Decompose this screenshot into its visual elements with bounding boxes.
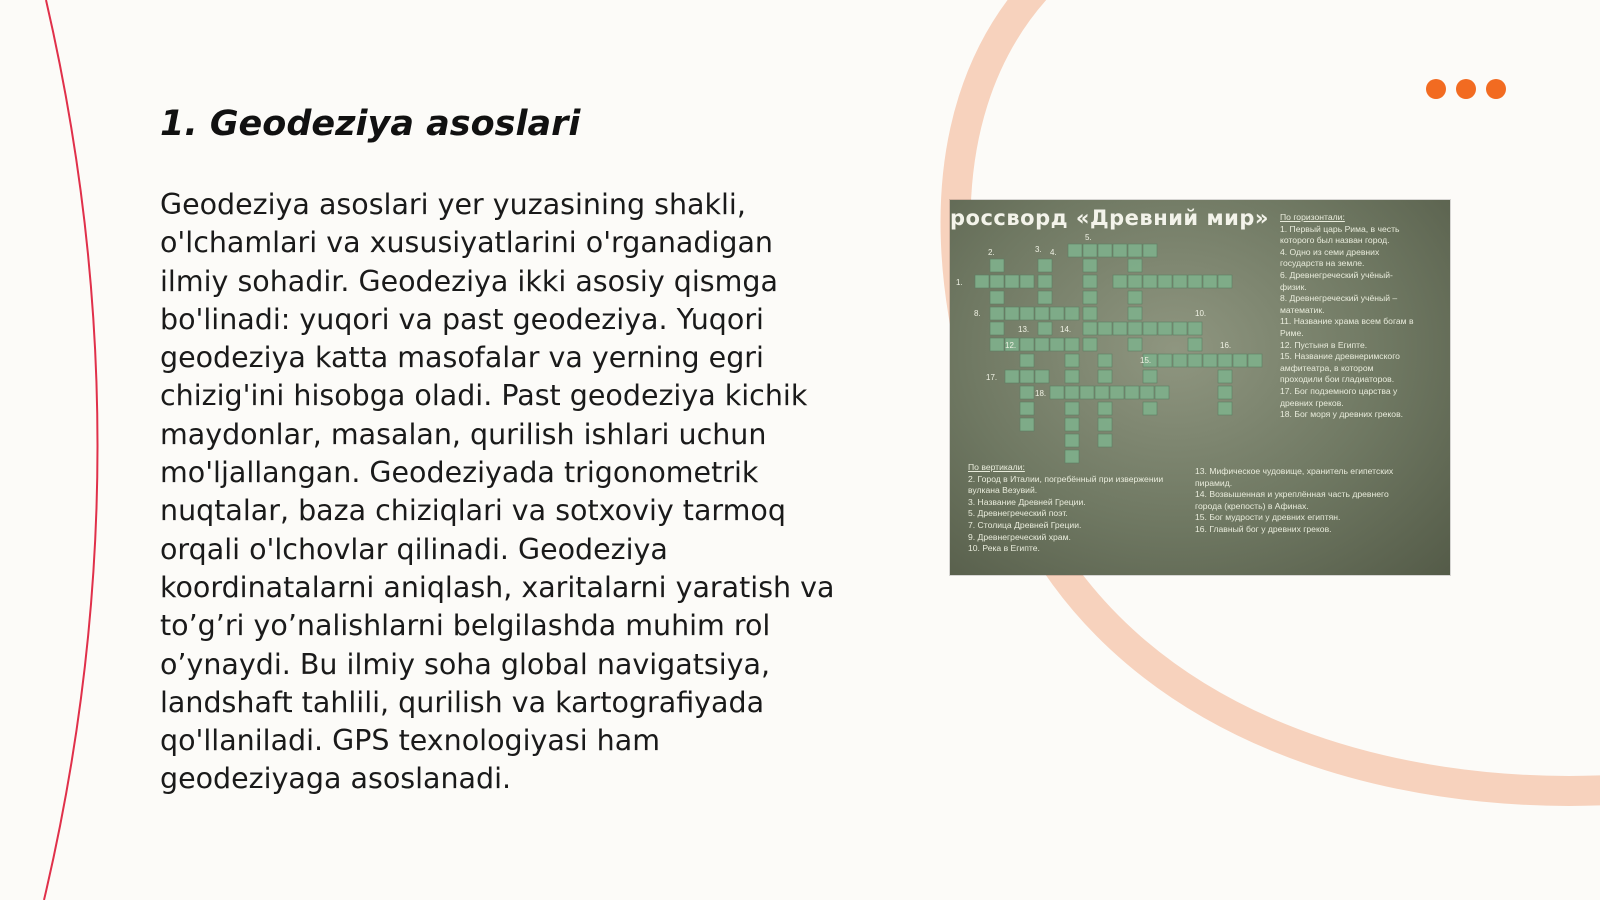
clue-line: которого был назван город. [1280, 235, 1390, 246]
clue-line: проходили бои гладиаторов. [1280, 374, 1395, 385]
down-clues [968, 462, 1198, 555]
clue-line: По вертикали: [968, 462, 1025, 472]
svg-text:3.: 3. [1035, 245, 1042, 254]
clue-line: 18. Бог моря у древних греков. [1280, 409, 1404, 420]
clue-line: 16. Главный бог у древних греков. [1195, 523, 1332, 534]
clue-line: 2. Город в Италии, погребённый при извержении [968, 473, 1164, 484]
dot-icon [1486, 79, 1506, 99]
clue-line: 15. Бог мудрости у древних египтян. [1195, 512, 1341, 523]
clue-line: физик. [1280, 281, 1307, 292]
crossword-title: россворд «Древний мир» [950, 206, 1269, 230]
svg-text:15.: 15. [1140, 356, 1152, 365]
clue-line: 10. Река в Египте. [968, 543, 1040, 554]
clue-line: 11. Название храма всем богам в [1280, 316, 1414, 327]
clue-line: 17. Бог подземного царства у [1280, 385, 1398, 396]
clue-line: математик. [1280, 304, 1325, 315]
clue-line: 8. Древнегреческий учёный – [1280, 293, 1398, 304]
svg-text:14.: 14. [1060, 325, 1072, 334]
clue-line: 9. Древнегреческий храм. [968, 531, 1071, 542]
svg-text:10.: 10. [1195, 309, 1207, 318]
clue-line: 1. Первый царь Рима, в честь [1280, 223, 1400, 234]
clue-line: По горизонтали: [1280, 212, 1345, 222]
clue-line: государств на земле. [1280, 258, 1365, 269]
svg-text:8.: 8. [974, 309, 981, 318]
clue-line: амфитеатра, в котором [1280, 362, 1374, 373]
clue-line: древних греков. [1280, 397, 1344, 408]
clue-line: 3. Название Древней Греции. [968, 496, 1086, 507]
clue-line: 7. Столица Древней Греции. [968, 519, 1082, 530]
dot-icon [1456, 79, 1476, 99]
svg-text:13.: 13. [1018, 325, 1030, 334]
clue-line: 13. Мифическое чудовище, хранитель египетских [1195, 466, 1394, 476]
slide-body-text: Geodeziya asoslari yer yuzasining shakli, o'lchamlari va xususiyatlarini o'rganadigan ilmiy sohadir. Geodeziya ikki asosiy qismga bo'linadi: yuqori va past geodeziya. Yuqori geodeziya katta masofalar va yerning egri chizig'ini hisobga oladi. Past geodeziya kichik maydonlar, masalan, qurilish ishlari uchun mo'ljallangan. Geodeziyada trigonometrik nuqtalar, baza chiziqlari va sotxoviy tarmoq orqali o'lchovlar qilinadi. Geodeziya koordinatalarni aniqlash, xaritalarni yaratish va to’g’ri yo’nalishlarni belgilashda muhim rol o’ynaydi. Bu ilmiy soha global navigatsiya, landshaft tahlili, qurilish va kartografiyada qo'llaniladi. GPS texnologiyasi ham geodeziyaga asoslanadi. [160, 188, 835, 796]
svg-text:4.: 4. [1050, 248, 1057, 257]
down-clues-continued [1195, 466, 1445, 536]
accent-dots [1426, 79, 1506, 99]
svg-text:18.: 18. [1035, 389, 1047, 398]
clue-line: 6. Древнегреческий учёный- [1280, 269, 1393, 280]
clue-line: 14. Возвышенная и укреплённая часть древнего [1195, 489, 1389, 500]
clue-line: 4. Одно из семи древних [1280, 246, 1380, 257]
slide-title: 1. Geodeziya asoslari [160, 104, 581, 144]
clue-line: 15. Название древнеримского [1280, 351, 1400, 362]
svg-text:17.: 17. [986, 373, 998, 382]
svg-text:1.: 1. [956, 278, 963, 287]
clue-line: 12. Пустыня в Египте. [1280, 339, 1368, 350]
svg-text:5.: 5. [1085, 233, 1092, 242]
svg-text:12.: 12. [1005, 341, 1017, 350]
clue-line: пирамид. [1195, 477, 1233, 488]
clue-line: Риме. [1280, 327, 1304, 338]
clue-line: 5. Древнегреческий поэт. [968, 508, 1068, 519]
svg-text:2.: 2. [988, 248, 995, 257]
left-curve-line [44, 0, 98, 900]
crossword-image [950, 200, 1450, 575]
across-clues [1280, 212, 1445, 421]
clue-line: города (крепость) в Афинах. [1195, 500, 1309, 511]
svg-text:16.: 16. [1220, 341, 1232, 350]
dot-icon [1426, 79, 1446, 99]
clue-line: вулкана Везувий. [968, 485, 1038, 496]
